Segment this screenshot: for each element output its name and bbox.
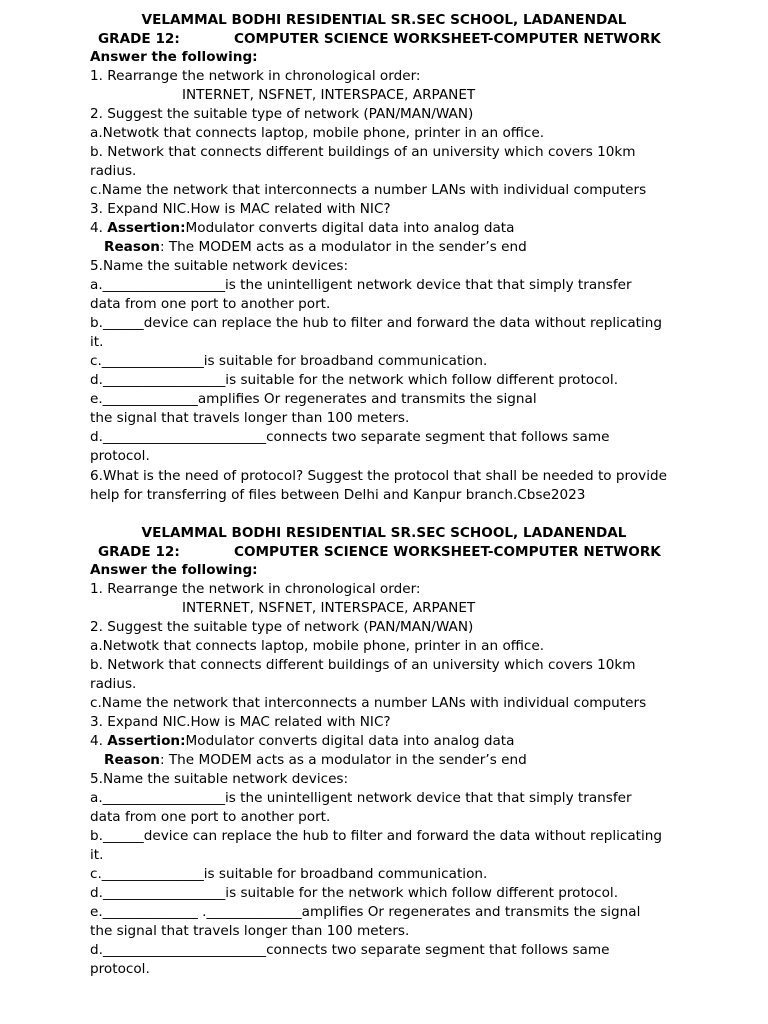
question-4-reason (104, 238, 527, 256)
assertion-label: Assertion: (107, 220, 186, 236)
question-5a: a.__________________is the unintelligent network device that that simply transfer (90, 790, 632, 806)
assertion-label: Assertion: (107, 733, 186, 749)
q4-prefix: 4. (90, 220, 108, 236)
instruction: Answer the following: (90, 562, 258, 578)
question-5f: d.________________________connects two separate segment that follows same (90, 942, 610, 958)
question-3: 3. Expand NIC.How is MAC related with NIC? (90, 714, 391, 730)
reason-label: Reason (104, 239, 160, 255)
question-1: 1. Rearrange the network in chronological order: (90, 581, 421, 597)
question-2c: c.Name the network that interconnects a number LANs with individual computers (90, 182, 647, 198)
question-5e: e.______________amplifies Or regenerates and transmits the signal (90, 391, 537, 407)
question-2b: b. Network that connects different buildings of an university which covers 10km (90, 657, 636, 673)
question-2b-cont: radius. (90, 163, 137, 179)
grade-label: GRADE 12: (98, 544, 180, 560)
question-5a-cont: data from one port to another port. (90, 296, 331, 312)
question-5f-cont: protocol. (90, 961, 150, 977)
question-4-reason (104, 751, 527, 769)
question-5b-cont: it. (90, 847, 104, 863)
question-5: 5.Name the suitable network devices: (90, 258, 349, 274)
question-5a-cont: data from one port to another port. (90, 809, 331, 825)
question-5e-cont: the signal that travels longer than 100 meters. (90, 923, 410, 939)
grade-label: GRADE 12: (98, 31, 180, 47)
instruction: Answer the following: (90, 49, 258, 65)
question-2a: a.Netwotk that connects laptop, mobile phone, printer in an office. (90, 638, 545, 654)
question-5f-cont: protocol. (90, 448, 150, 464)
question-5f: d.________________________connects two separate segment that follows same (90, 429, 610, 445)
question-2b-cont: radius. (90, 676, 137, 692)
worksheet-subject: COMPUTER SCIENCE WORKSHEET-COMPUTER NETWORK (234, 544, 661, 560)
question-5a: a.__________________is the unintelligent network device that that simply transfer (90, 277, 632, 293)
reason-label: Reason (104, 752, 160, 768)
question-5e-cont: the signal that travels longer than 100 meters. (90, 410, 410, 426)
question-5d: d.__________________is suitable for the network which follow different protocol. (90, 372, 619, 388)
question-5c: c._______________is suitable for broadband communication. (90, 866, 488, 882)
question-1-options: INTERNET, NSFNET, INTERSPACE, ARPANET (182, 87, 476, 103)
question-5d: d.__________________is suitable for the network which follow different protocol. (90, 885, 619, 901)
question-1-options: INTERNET, NSFNET, INTERSPACE, ARPANET (182, 600, 476, 616)
question-5c: c._______________is suitable for broadband communication. (90, 353, 488, 369)
question-6: 6.What is the need of protocol? Suggest the protocol that shall be needed to provide (90, 468, 667, 484)
worksheet-subject: COMPUTER SCIENCE WORKSHEET-COMPUTER NETWORK (234, 31, 661, 47)
school-title: VELAMMAL BODHI RESIDENTIAL SR.SEC SCHOOL, LADANENDAL (141, 12, 627, 28)
question-2: 2. Suggest the suitable type of network (PAN/MAN/WAN) (90, 106, 474, 122)
question-2a: a.Netwotk that connects laptop, mobile phone, printer in an office. (90, 125, 545, 141)
question-5e: e.______________ .______________amplifies Or regenerates and transmits the signal (90, 904, 641, 920)
question-2c: c.Name the network that interconnects a number LANs with individual computers (90, 695, 647, 711)
assertion-text: Modulator converts digital data into analog data (185, 733, 515, 749)
question-5b: b.______device can replace the hub to filter and forward the data without replicating (90, 315, 663, 331)
question-4-assertion (90, 219, 514, 237)
q4-prefix: 4. (90, 733, 108, 749)
question-5b: b.______device can replace the hub to filter and forward the data without replicating (90, 828, 663, 844)
school-title: VELAMMAL BODHI RESIDENTIAL SR.SEC SCHOOL, LADANENDAL (141, 525, 627, 541)
question-4-assertion (90, 732, 514, 750)
question-2: 2. Suggest the suitable type of network (PAN/MAN/WAN) (90, 619, 474, 635)
question-6-cont: help for transferring of files between Delhi and Kanpur branch.Cbse2023 (90, 487, 586, 503)
question-1: 1. Rearrange the network in chronological order: (90, 68, 421, 84)
assertion-text: Modulator converts digital data into analog data (185, 220, 515, 236)
reason-text: : The MODEM acts as a modulator in the sender’s end (159, 239, 527, 255)
reason-text: : The MODEM acts as a modulator in the sender’s end (159, 752, 527, 768)
question-5b-cont: it. (90, 334, 104, 350)
question-2b: b. Network that connects different buildings of an university which covers 10km (90, 144, 636, 160)
question-5: 5.Name the suitable network devices: (90, 771, 349, 787)
question-3: 3. Expand NIC.How is MAC related with NIC? (90, 201, 391, 217)
